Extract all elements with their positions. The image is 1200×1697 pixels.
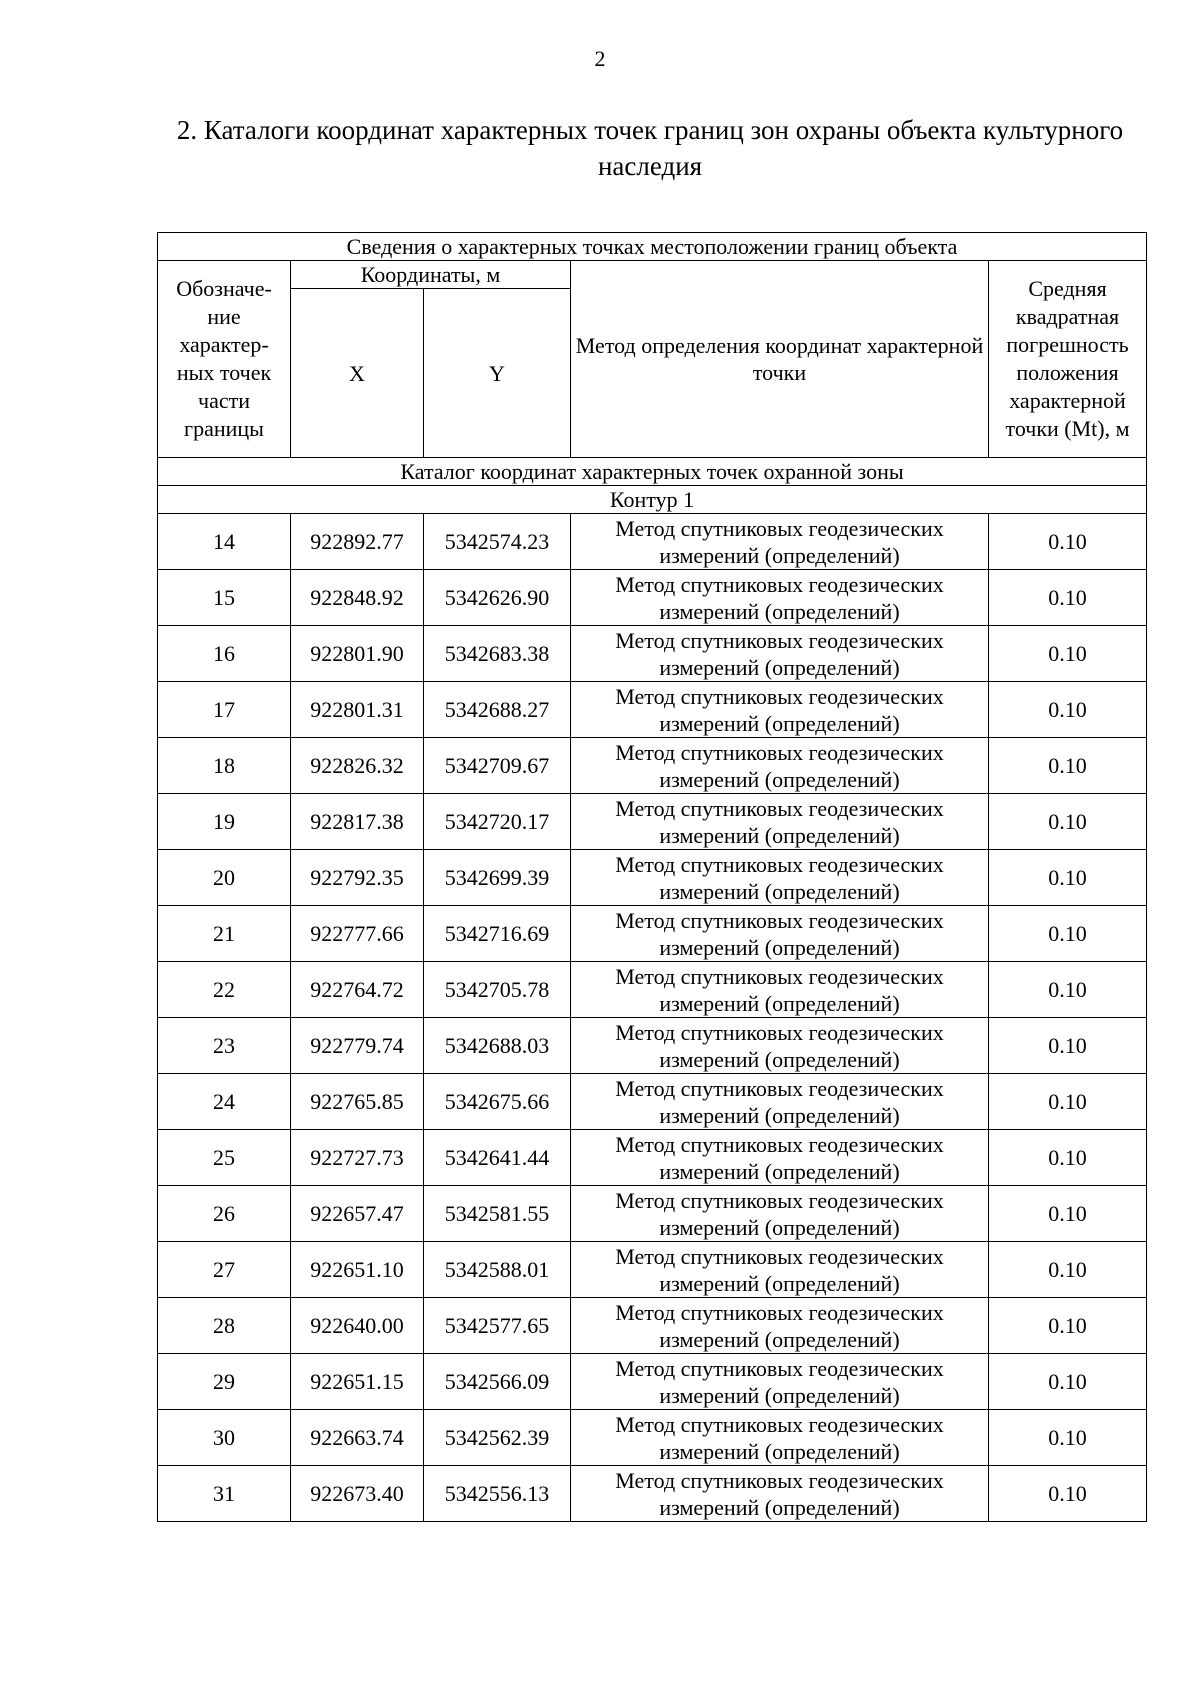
- cell-method: Метод спутниковых геодезических измерений (определений): [571, 626, 989, 682]
- cell-point: 21: [158, 906, 291, 962]
- cell-point: 23: [158, 1018, 291, 1074]
- cell-y: 5342699.39: [424, 850, 571, 906]
- cell-point: 14: [158, 514, 291, 570]
- cell-error: 0.10: [989, 738, 1147, 794]
- table-row: [158, 1018, 1147, 1074]
- cell-method: Метод спутниковых геодезических измерений (определений): [571, 514, 989, 570]
- cell-method: Метод спутниковых геодезических измерений (определений): [571, 1074, 989, 1130]
- cell-error: 0.10: [989, 626, 1147, 682]
- coordinates-table: [157, 232, 1147, 1522]
- table-row: [158, 850, 1147, 906]
- cell-x: 922673.40: [291, 1466, 424, 1522]
- cell-error: 0.10: [989, 1074, 1147, 1130]
- cell-method: Метод спутниковых геодезических измерений (определений): [571, 1242, 989, 1298]
- cell-point: 26: [158, 1186, 291, 1242]
- cell-method: Метод спутниковых геодезических измерений (определений): [571, 1410, 989, 1466]
- cell-x: 922777.66: [291, 906, 424, 962]
- cell-x: 922892.77: [291, 514, 424, 570]
- cell-method: Метод спутниковых геодезических измерений (определений): [571, 738, 989, 794]
- cell-point: 31: [158, 1466, 291, 1522]
- cell-error: 0.10: [989, 682, 1147, 738]
- cell-point: 24: [158, 1074, 291, 1130]
- cell-point: 29: [158, 1354, 291, 1410]
- cell-method: Метод спутниковых геодезических измерений (определений): [571, 906, 989, 962]
- cell-point: 27: [158, 1242, 291, 1298]
- page-number: 2: [594, 46, 606, 71]
- cell-x: 922801.31: [291, 682, 424, 738]
- header-coords: Координаты, м: [291, 261, 571, 289]
- cell-x: 922657.47: [291, 1186, 424, 1242]
- cell-point: 20: [158, 850, 291, 906]
- contour-title: Контур 1: [158, 486, 1147, 514]
- cell-y: 5342683.38: [424, 626, 571, 682]
- table-row: [158, 794, 1147, 850]
- cell-error: 0.10: [989, 850, 1147, 906]
- header-method: Метод определения координат характерной точки: [571, 261, 989, 458]
- cell-y: 5342574.23: [424, 514, 571, 570]
- cell-error: 0.10: [989, 1466, 1147, 1522]
- cell-point: 22: [158, 962, 291, 1018]
- cell-method: Метод спутниковых геодезических измерений (определений): [571, 682, 989, 738]
- cell-error: 0.10: [989, 1186, 1147, 1242]
- cell-method: Метод спутниковых геодезических измерений (определений): [571, 1298, 989, 1354]
- cell-x: 922765.85: [291, 1074, 424, 1130]
- cell-method: Метод спутниковых геодезических измерений (определений): [571, 1466, 989, 1522]
- cell-error: 0.10: [989, 1410, 1147, 1466]
- cell-x: 922727.73: [291, 1130, 424, 1186]
- cell-method: Метод спутниковых геодезических измерений (определений): [571, 1186, 989, 1242]
- cell-x: 922801.90: [291, 626, 424, 682]
- cell-y: 5342720.17: [424, 794, 571, 850]
- cell-point: 16: [158, 626, 291, 682]
- cell-method: Метод спутниковых геодезических измерений (определений): [571, 794, 989, 850]
- cell-method: Метод спутниковых геодезических измерений (определений): [571, 850, 989, 906]
- table-row: [158, 1354, 1147, 1410]
- cell-x: 922817.38: [291, 794, 424, 850]
- cell-point: 18: [158, 738, 291, 794]
- cell-error: 0.10: [989, 962, 1147, 1018]
- header-y: Y: [424, 289, 571, 458]
- cell-x: 922640.00: [291, 1298, 424, 1354]
- cell-error: 0.10: [989, 906, 1147, 962]
- cell-x: 922826.32: [291, 738, 424, 794]
- cell-y: 5342626.90: [424, 570, 571, 626]
- cell-y: 5342705.78: [424, 962, 571, 1018]
- table-row: [158, 738, 1147, 794]
- cell-error: 0.10: [989, 570, 1147, 626]
- table-row: [158, 1074, 1147, 1130]
- page-title: 2. Каталоги координат характерных точек границ зон охраны объекта культурного наследия: [176, 115, 1124, 181]
- cell-x: 922848.92: [291, 570, 424, 626]
- header-x: X: [291, 289, 424, 458]
- header-point: Обозначе-ние характер-ных точек части границы: [158, 261, 291, 458]
- cell-y: 5342562.39: [424, 1410, 571, 1466]
- cell-error: 0.10: [989, 1242, 1147, 1298]
- cell-y: 5342556.13: [424, 1466, 571, 1522]
- cell-point: 15: [158, 570, 291, 626]
- table-row: [158, 962, 1147, 1018]
- cell-method: Метод спутниковых геодезических измерений (определений): [571, 570, 989, 626]
- catalog-title: Каталог координат характерных точек охранной зоны: [158, 458, 1147, 486]
- table-row: [158, 1298, 1147, 1354]
- cell-y: 5342581.55: [424, 1186, 571, 1242]
- cell-y: 5342566.09: [424, 1354, 571, 1410]
- cell-point: 25: [158, 1130, 291, 1186]
- cell-error: 0.10: [989, 1298, 1147, 1354]
- table-row: [158, 682, 1147, 738]
- table-row: [158, 1466, 1147, 1522]
- cell-x: 922779.74: [291, 1018, 424, 1074]
- cell-y: 5342688.03: [424, 1018, 571, 1074]
- cell-x: 922663.74: [291, 1410, 424, 1466]
- cell-y: 5342709.67: [424, 738, 571, 794]
- cell-method: Метод спутниковых геодезических измерений (определений): [571, 962, 989, 1018]
- cell-x: 922651.15: [291, 1354, 424, 1410]
- cell-y: 5342577.65: [424, 1298, 571, 1354]
- table-caption: Сведения о характерных точках местоположении границ объекта: [158, 233, 1147, 261]
- cell-point: 30: [158, 1410, 291, 1466]
- table-row: [158, 570, 1147, 626]
- cell-y: 5342716.69: [424, 906, 571, 962]
- cell-x: 922764.72: [291, 962, 424, 1018]
- table-row: [158, 1130, 1147, 1186]
- table-row: [158, 626, 1147, 682]
- cell-x: 922792.35: [291, 850, 424, 906]
- table-row: [158, 1242, 1147, 1298]
- cell-error: 0.10: [989, 1354, 1147, 1410]
- table-row: [158, 1410, 1147, 1466]
- cell-y: 5342688.27: [424, 682, 571, 738]
- cell-y: 5342641.44: [424, 1130, 571, 1186]
- cell-x: 922651.10: [291, 1242, 424, 1298]
- table-row: [158, 906, 1147, 962]
- cell-error: 0.10: [989, 1018, 1147, 1074]
- cell-y: 5342675.66: [424, 1074, 571, 1130]
- cell-method: Метод спутниковых геодезических измерений (определений): [571, 1354, 989, 1410]
- table-row: [158, 1186, 1147, 1242]
- cell-y: 5342588.01: [424, 1242, 571, 1298]
- cell-error: 0.10: [989, 794, 1147, 850]
- cell-point: 17: [158, 682, 291, 738]
- cell-error: 0.10: [989, 1130, 1147, 1186]
- table-row: [158, 514, 1147, 570]
- header-error: Средняя квадратная погрешность положения характерной точки (Mt), м: [989, 261, 1147, 458]
- cell-method: Метод спутниковых геодезических измерений (определений): [571, 1018, 989, 1074]
- cell-method: Метод спутниковых геодезических измерений (определений): [571, 1130, 989, 1186]
- cell-error: 0.10: [989, 514, 1147, 570]
- cell-point: 28: [158, 1298, 291, 1354]
- cell-point: 19: [158, 794, 291, 850]
